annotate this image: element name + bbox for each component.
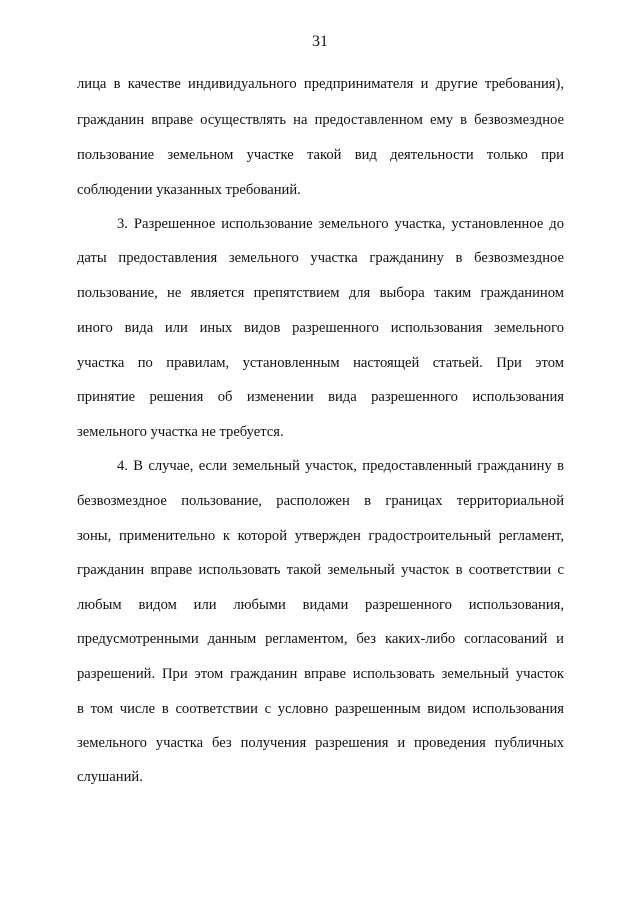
text-line: земельного участка без получения разрешения и проведения публичных: [77, 735, 564, 751]
text-line: пользование земельном участке такой вид деятельности только при: [77, 147, 564, 163]
text-line: иного вида или иных видов разрешенного использования земельного: [77, 320, 564, 336]
text-line: принятие решения об изменении вида разрешенного использования: [77, 389, 564, 405]
text-line: предусмотренными данным регламентом, без каких-либо согласований и: [77, 631, 564, 647]
text-line: земельного участка не требуется.: [77, 424, 284, 440]
text-line: участка по правилам, установленным настоящей статьей. При этом: [77, 355, 564, 371]
text-line: пользование, не является препятствием для выбора таким гражданином: [77, 285, 564, 301]
text-line: лица в качестве индивидуального предпринимателя и другие требования),: [77, 76, 564, 92]
page-number: 31: [312, 33, 328, 50]
text-line: гражданин вправе осуществлять на предоставленном ему в безвозмездное: [77, 112, 564, 128]
text-line: соблюдении указанных требований.: [77, 182, 301, 198]
text-line: гражданин вправе использовать такой земельный участок в соответствии с: [77, 562, 564, 578]
text-line: даты предоставления земельного участка гражданину в безвозмездное: [77, 250, 564, 266]
text-line: в том числе в соответствии с условно разрешенным видом использования: [77, 701, 564, 717]
text-line: зоны, применительно к которой утвержден градостроительный регламент,: [77, 528, 564, 544]
text-line: слушаний.: [77, 769, 143, 785]
text-line: разрешений. При этом гражданин вправе использовать земельный участок: [77, 666, 564, 682]
paragraph-first-line: 3. Разрешенное использование земельного участка, установленное до: [117, 216, 564, 232]
text-line: любым видом или любыми видами разрешенного использования,: [77, 597, 564, 613]
text-line: безвозмездное пользование, расположен в границах территориальной: [77, 493, 564, 509]
paragraph-first-line: 4. В случае, если земельный участок, предоставленный гражданину в: [117, 458, 564, 474]
